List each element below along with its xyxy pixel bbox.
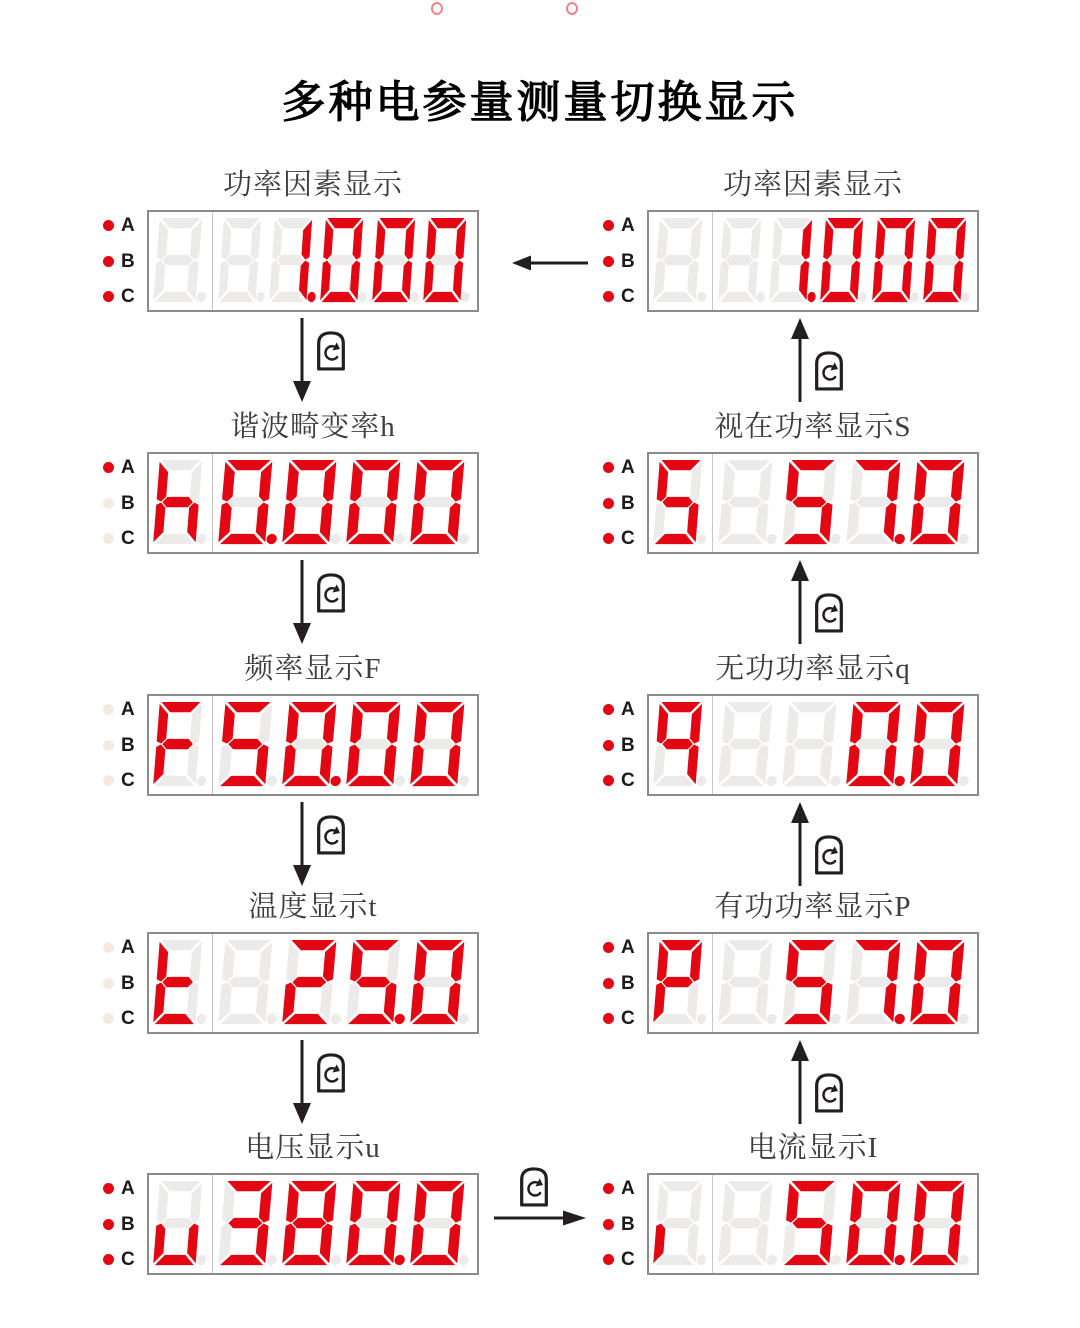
panel-row (603, 452, 979, 554)
phase-indicator-row (603, 287, 647, 306)
digit-cell (909, 702, 973, 788)
display-temperature (103, 891, 479, 1034)
digit-cell (768, 218, 819, 304)
value-digit-section (213, 696, 477, 794)
phase-indicator-label: A (121, 457, 135, 478)
flow-arrow-down (291, 318, 351, 402)
seven-segment-digit (718, 218, 767, 304)
phase-indicator-row (103, 1250, 147, 1269)
digit-cell (281, 460, 345, 546)
flow-arrow-up (789, 1040, 849, 1124)
phase-indicators (603, 452, 647, 554)
seven-segment-digit (282, 460, 344, 546)
panel-row (603, 1173, 979, 1275)
digit-cell (409, 460, 473, 546)
seven-segment-digit (282, 702, 344, 788)
seven-segment-digit (910, 460, 972, 546)
phase-indicator-row (603, 700, 647, 719)
phase-indicator-label: B (121, 734, 135, 756)
digit-cell (909, 1181, 973, 1267)
phase-indicator-dot (603, 220, 614, 231)
seven-segment-digit (153, 218, 209, 304)
seven-segment-digit (718, 940, 780, 1026)
phase-indicator-label: B (121, 250, 135, 272)
digit-cell (217, 940, 281, 1026)
seven-segment-digit (910, 940, 972, 1026)
phase-indicator-row (103, 938, 147, 957)
display-voltage (103, 1132, 479, 1275)
phase-indicator-label: C (121, 1249, 135, 1270)
seven-segment-digit (872, 218, 921, 304)
seven-segment-digit (153, 460, 209, 546)
value-digit-section (213, 934, 477, 1032)
phase-indicator-row (603, 1009, 647, 1028)
phase-indicator-row (103, 1179, 147, 1198)
seven-segment-panel (647, 1173, 979, 1275)
phase-indicator-label: C (621, 528, 635, 549)
phase-indicator-row (603, 938, 647, 957)
flow-arrow-up (789, 318, 849, 402)
digit-cell (781, 940, 845, 1026)
seven-segment-digit (653, 702, 709, 788)
panel-row (603, 932, 979, 1034)
seven-segment-digit (410, 940, 472, 1026)
seven-segment-digit (269, 218, 318, 304)
digit-cell (909, 460, 973, 546)
seven-segment-digit (218, 460, 280, 546)
digit-cell (217, 218, 268, 304)
phase-indicator-label: C (621, 1008, 635, 1029)
mode-digit-section (149, 212, 213, 310)
phase-indicator-row (603, 529, 647, 548)
panel-row (103, 932, 479, 1034)
phase-indicator-dot (603, 740, 614, 751)
display-power-factor-right (603, 169, 979, 312)
seven-segment-digit (346, 940, 408, 1026)
display-caption: 有功功率显示P (714, 891, 912, 923)
digit-cell (281, 1181, 345, 1267)
seven-segment-digit (218, 940, 280, 1026)
phase-indicator-dot (103, 498, 114, 509)
panel-row (103, 452, 479, 554)
seven-segment-digit (782, 460, 844, 546)
phase-indicator-dot (103, 1219, 114, 1230)
seven-segment-panel (647, 210, 979, 312)
mode-digit-section (149, 1175, 213, 1273)
phase-indicator-row (103, 252, 147, 271)
cycle-key-icon (811, 348, 847, 392)
seven-segment-digit (782, 1181, 844, 1267)
phase-indicator-label: C (121, 528, 135, 549)
digit-cell (845, 1181, 909, 1267)
phase-indicator-label: A (621, 699, 635, 720)
flow-arrow-up (789, 560, 849, 644)
phase-indicator-row (103, 700, 147, 719)
flow-arrow-down (291, 1040, 351, 1124)
phase-indicators (603, 694, 647, 796)
digit-cell (319, 218, 370, 304)
phase-indicator-dot (603, 462, 614, 473)
display-caption: 谐波畸变率h (230, 411, 396, 443)
seven-segment-digit (410, 702, 472, 788)
flow-arrow-up (789, 802, 849, 886)
display-caption: 功率因素显示 (722, 169, 903, 201)
phase-indicator-dot (603, 1013, 614, 1024)
digit-cell (781, 460, 845, 546)
digit-cell (781, 1181, 845, 1267)
seven-segment-digit (153, 1181, 209, 1267)
seven-segment-digit (282, 940, 344, 1026)
panel-row (603, 210, 979, 312)
phase-indicator-dot (103, 291, 114, 302)
panel-row (103, 210, 479, 312)
phase-indicator-row (103, 216, 147, 235)
phase-indicators (603, 210, 647, 312)
phase-indicator-row (103, 529, 147, 548)
seven-segment-digit (346, 1181, 408, 1267)
phase-indicator-row (103, 736, 147, 755)
digit-cell (345, 1181, 409, 1267)
seven-segment-digit (846, 940, 908, 1026)
seven-segment-digit (320, 218, 369, 304)
digit-cell (717, 460, 781, 546)
phase-indicators (103, 1173, 147, 1275)
cycle-key-icon (811, 832, 847, 876)
display-caption: 电压显示u (245, 1132, 381, 1164)
seven-segment-panel (147, 210, 479, 312)
phase-indicator-dot (103, 1183, 114, 1194)
cycle-key-icon (811, 590, 847, 634)
digit-cell (819, 218, 870, 304)
phase-indicator-row (603, 736, 647, 755)
seven-segment-digit (282, 1181, 344, 1267)
seven-segment-digit (769, 218, 818, 304)
display-caption: 电流显示I (747, 1132, 879, 1164)
phase-indicator-row (603, 1179, 647, 1198)
display-power-factor-left (103, 169, 479, 312)
seven-segment-panel (647, 932, 979, 1034)
phase-indicators (103, 694, 147, 796)
value-digit-section (213, 1175, 477, 1273)
display-harmonic-distortion (103, 411, 479, 554)
seven-segment-digit (923, 218, 972, 304)
digit-cell (217, 702, 281, 788)
panel-row (103, 694, 479, 796)
phase-indicator-row (103, 1009, 147, 1028)
decorative-mark (566, 2, 578, 15)
seven-segment-digit (846, 1181, 908, 1267)
phase-indicator-dot (103, 942, 114, 953)
phase-indicator-dot (603, 291, 614, 302)
seven-segment-digit (423, 218, 472, 304)
seven-segment-digit (218, 702, 280, 788)
panel-row (603, 694, 979, 796)
digit-cell (371, 218, 422, 304)
digit-cell (717, 218, 768, 304)
seven-segment-panel (647, 452, 979, 554)
digit-cell (845, 460, 909, 546)
cycle-key-icon (313, 1050, 349, 1094)
seven-segment-digit (410, 460, 472, 546)
digit-cell (922, 218, 973, 304)
mode-digit-section (149, 696, 213, 794)
phase-indicator-row (103, 494, 147, 513)
cycle-key-icon (313, 570, 349, 614)
digit-cell (217, 460, 281, 546)
seven-segment-digit (653, 1181, 709, 1267)
seven-segment-digit (153, 702, 209, 788)
digit-cell (281, 940, 345, 1026)
digit-cell (422, 218, 473, 304)
cycle-key-icon (313, 328, 349, 372)
digit-cell (717, 702, 781, 788)
phase-indicators (103, 932, 147, 1034)
flow-arrow-down (291, 560, 351, 644)
phase-indicators (603, 1173, 647, 1275)
seven-segment-digit (782, 940, 844, 1026)
phase-indicator-row (603, 216, 647, 235)
seven-segment-panel (147, 932, 479, 1034)
value-digit-section (713, 1175, 977, 1273)
phase-indicator-dot (603, 942, 614, 953)
phase-indicator-label: A (621, 937, 635, 958)
value-digit-section (713, 454, 977, 552)
phase-indicator-dot (103, 978, 114, 989)
mode-digit-section (149, 934, 213, 1032)
cycle-key-icon (811, 1070, 847, 1114)
seven-segment-digit (910, 702, 972, 788)
phase-indicator-dot (103, 704, 114, 715)
display-active-power (603, 891, 979, 1034)
seven-segment-digit (782, 702, 844, 788)
seven-segment-digit (218, 218, 267, 304)
phase-indicator-row (103, 287, 147, 306)
phase-indicators (103, 452, 147, 554)
cycle-key-icon (516, 1164, 552, 1208)
phase-indicator-dot (603, 533, 614, 544)
digit-cell (409, 702, 473, 788)
display-caption: 视在功率显示S (714, 411, 912, 443)
phase-indicator-row (603, 494, 647, 513)
seven-segment-digit (718, 460, 780, 546)
phase-indicator-dot (103, 533, 114, 544)
value-digit-section (213, 454, 477, 552)
value-digit-section (713, 696, 977, 794)
phase-indicator-label: C (621, 1249, 635, 1270)
seven-segment-digit (372, 218, 421, 304)
phase-indicator-label: A (121, 215, 135, 236)
value-digit-section (213, 212, 477, 310)
phase-indicator-label: C (121, 286, 135, 307)
phase-indicator-dot (603, 775, 614, 786)
phase-indicator-label: C (621, 286, 635, 307)
digit-cell (268, 218, 319, 304)
phase-indicator-row (103, 974, 147, 993)
phase-indicator-dot (603, 1219, 614, 1230)
digit-cell (281, 702, 345, 788)
phase-indicators (603, 932, 647, 1034)
digit-cell (871, 218, 922, 304)
digit-cell (717, 1181, 781, 1267)
digit-cell (845, 940, 909, 1026)
phase-indicator-row (103, 458, 147, 477)
phase-indicator-dot (103, 220, 114, 231)
seven-segment-digit (410, 1181, 472, 1267)
phase-indicator-dot (603, 498, 614, 509)
phase-indicator-dot (103, 462, 114, 473)
seven-segment-digit (346, 460, 408, 546)
flow-arrow-down (291, 802, 351, 886)
digit-cell (409, 1181, 473, 1267)
display-apparent-power (603, 411, 979, 554)
digit-cell (345, 940, 409, 1026)
phase-indicator-dot (103, 256, 114, 267)
phase-indicator-label: A (121, 699, 135, 720)
seven-segment-digit (718, 702, 780, 788)
seven-segment-panel (147, 1173, 479, 1275)
digit-cell (717, 940, 781, 1026)
digit-cell (217, 1181, 281, 1267)
digit-cell (845, 702, 909, 788)
seven-segment-panel (147, 694, 479, 796)
seven-segment-digit (910, 1181, 972, 1267)
seven-segment-digit (653, 460, 709, 546)
phase-indicator-label: B (621, 1213, 635, 1235)
display-current (603, 1132, 979, 1275)
display-caption: 功率因素显示 (222, 169, 403, 201)
phase-indicator-label: B (121, 972, 135, 994)
panel-row (103, 1173, 479, 1275)
phase-indicator-label: B (121, 1213, 135, 1235)
page-title: 多种电参量测量切换显示 (281, 77, 799, 128)
phase-indicator-label: B (621, 250, 635, 272)
phase-indicator-label: B (621, 972, 635, 994)
phase-indicator-row (103, 1215, 147, 1234)
digit-cell (909, 940, 973, 1026)
phase-indicator-label: B (621, 734, 635, 756)
phase-indicator-label: B (621, 492, 635, 514)
phase-indicator-row (603, 458, 647, 477)
flow-arrow-left (512, 253, 588, 273)
mode-digit-section (149, 454, 213, 552)
mode-digit-section (649, 934, 713, 1032)
mode-digit-section (649, 696, 713, 794)
digit-cell (345, 460, 409, 546)
seven-segment-digit (153, 940, 209, 1026)
display-caption: 温度显示t (248, 891, 378, 923)
phase-indicator-dot (103, 775, 114, 786)
phase-indicator-dot (103, 740, 114, 751)
phase-indicator-dot (603, 1254, 614, 1265)
seven-segment-digit (846, 702, 908, 788)
phase-indicator-dot (603, 704, 614, 715)
phase-indicator-label: A (121, 937, 135, 958)
seven-segment-digit (346, 702, 408, 788)
display-caption: 频率显示F (244, 653, 382, 685)
phase-indicator-label: A (621, 457, 635, 478)
phase-indicator-row (603, 1215, 647, 1234)
mode-digit-section (649, 212, 713, 310)
cycle-key-icon (313, 812, 349, 856)
phase-indicator-label: A (621, 215, 635, 236)
phase-indicator-label: C (621, 770, 635, 791)
phase-indicator-label: B (121, 492, 135, 514)
phase-indicator-label: C (121, 770, 135, 791)
phase-indicator-row (603, 771, 647, 790)
seven-segment-digit (653, 940, 709, 1026)
display-caption: 无功功率显示q (715, 653, 911, 685)
seven-segment-digit (653, 218, 709, 304)
value-digit-section (713, 934, 977, 1032)
phase-indicator-dot (103, 1254, 114, 1265)
phase-indicator-row (103, 771, 147, 790)
phase-indicator-label: A (121, 1178, 135, 1199)
seven-segment-panel (147, 452, 479, 554)
phase-indicator-row (603, 974, 647, 993)
seven-segment-digit (218, 1181, 280, 1267)
phase-indicator-dot (603, 1183, 614, 1194)
phase-indicators (103, 210, 147, 312)
value-digit-section (713, 212, 977, 310)
digit-cell (781, 702, 845, 788)
phase-indicator-dot (603, 256, 614, 267)
phase-indicator-label: C (121, 1008, 135, 1029)
display-reactive-power (603, 653, 979, 796)
display-frequency (103, 653, 479, 796)
phase-indicator-dot (603, 978, 614, 989)
mode-digit-section (649, 454, 713, 552)
phase-indicator-dot (103, 1013, 114, 1024)
decorative-mark (431, 2, 443, 15)
flow-arrow-right (494, 1164, 586, 1230)
digit-cell (409, 940, 473, 1026)
phase-indicator-row (603, 1250, 647, 1269)
phase-indicator-label: A (621, 1178, 635, 1199)
seven-segment-digit (820, 218, 869, 304)
phase-indicator-row (603, 252, 647, 271)
seven-segment-panel (647, 694, 979, 796)
mode-digit-section (649, 1175, 713, 1273)
seven-segment-digit (846, 460, 908, 546)
seven-segment-digit (718, 1181, 780, 1267)
digit-cell (345, 702, 409, 788)
